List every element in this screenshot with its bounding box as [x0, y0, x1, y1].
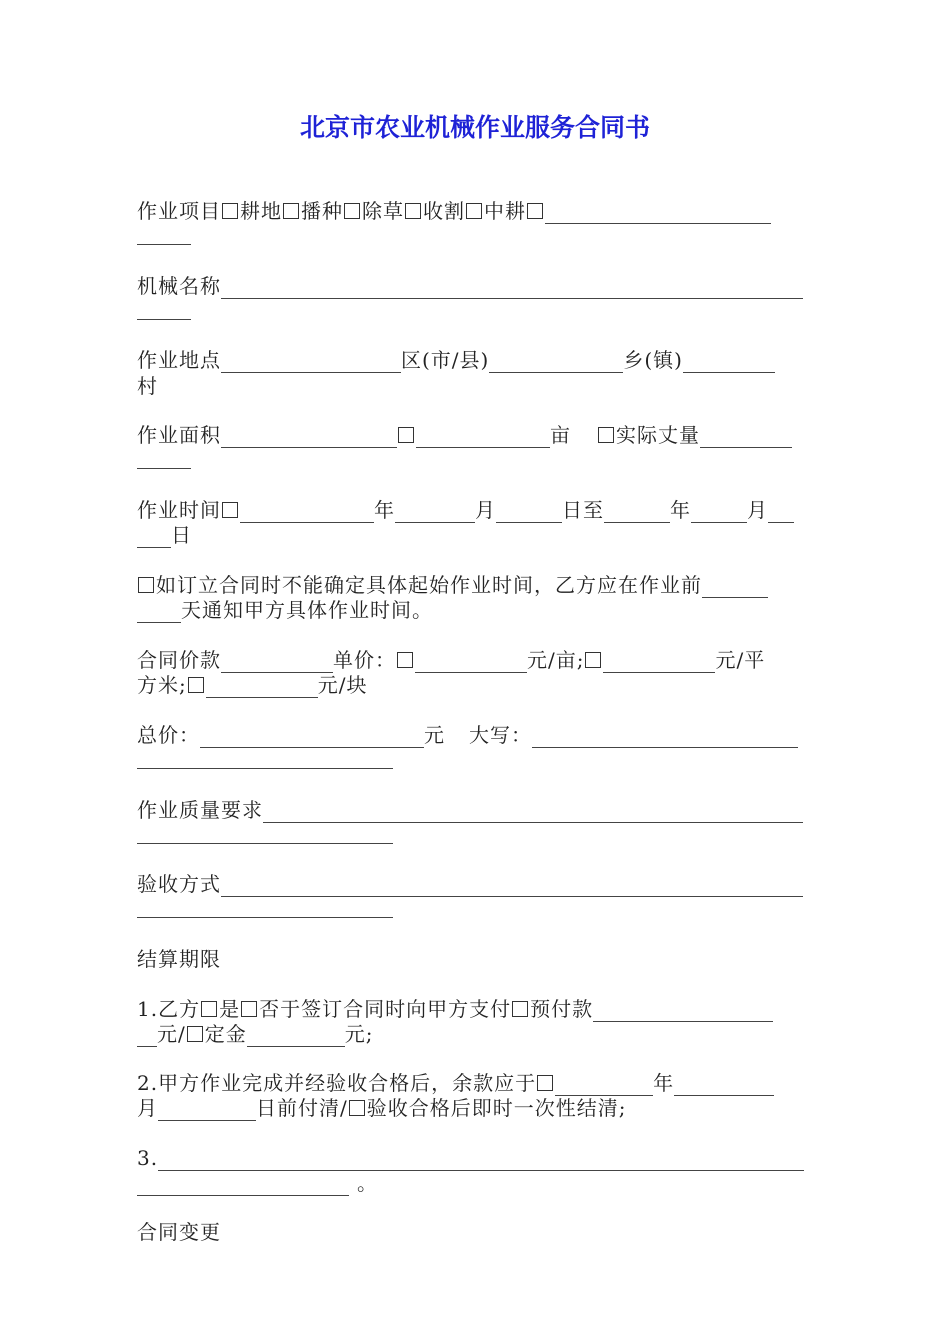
blank-field[interactable] — [247, 1025, 345, 1047]
blank-field[interactable] — [200, 726, 424, 748]
item-2-text: 2.甲方作业完成并经验收合格后，余款应于 — [137, 1071, 537, 1095]
contract-change-heading — [137, 1219, 817, 1245]
blank-field[interactable] — [221, 426, 397, 448]
acceptance-label: 验收方式 — [137, 872, 221, 896]
one-time-settle-label: 验收合格后即时一次性结清; — [366, 1096, 627, 1120]
settlement-item-1 — [137, 996, 817, 1022]
blank-field[interactable] — [137, 526, 171, 548]
blank-field[interactable] — [263, 801, 803, 823]
per-block-label: 元/块 — [317, 673, 368, 697]
month-label: 月 — [747, 498, 768, 522]
settlement-item-3 — [137, 1145, 817, 1171]
blank-field[interactable] — [603, 651, 715, 673]
blank-field[interactable] — [137, 601, 181, 623]
per-mu-label: 元/亩; — [527, 648, 585, 672]
blank-field[interactable] — [137, 447, 191, 469]
total-price-line — [137, 722, 817, 748]
acceptance-line — [137, 871, 817, 897]
blank-field[interactable] — [240, 501, 374, 523]
township-label: 乡(镇) — [623, 348, 683, 372]
blank-field[interactable] — [593, 1000, 773, 1022]
blank-field[interactable] — [206, 676, 318, 698]
notice-text-cont: 天通知甲方具体作业时间。 — [181, 598, 433, 622]
checkbox[interactable] — [201, 1001, 217, 1017]
item-1-prefix: 1.乙方 — [137, 997, 201, 1021]
checkbox[interactable] — [138, 577, 154, 593]
work-area-line — [137, 422, 817, 448]
per-sqm-label: 元/平 — [715, 648, 766, 672]
machine-name-line — [137, 273, 817, 299]
contract-change-label: 合同变更 — [137, 1220, 221, 1244]
checkbox[interactable] — [405, 203, 421, 219]
checkbox[interactable] — [241, 1001, 257, 1017]
notice-line-cont — [137, 597, 817, 623]
item-1-text: 否于签订合同时向甲方支付 — [259, 997, 512, 1021]
checkbox[interactable] — [349, 1100, 365, 1116]
item-3-prefix: 3. — [137, 1146, 159, 1170]
blank-field[interactable] — [221, 651, 333, 673]
checkbox[interactable] — [537, 1075, 553, 1091]
actual-measure-label: 实际丈量 — [616, 423, 700, 447]
period-mark: 。 — [357, 1171, 378, 1195]
blank-field[interactable] — [137, 223, 191, 245]
blank-field[interactable] — [395, 501, 475, 523]
work-time-line — [137, 497, 817, 523]
blank-field[interactable] — [221, 351, 401, 373]
checkbox[interactable] — [512, 1001, 528, 1017]
sqm-label: 方米; — [137, 673, 187, 697]
year-label: 年 — [670, 498, 691, 522]
settlement-item-2-cont — [137, 1095, 817, 1121]
blank-field[interactable] — [137, 747, 393, 769]
blank-field[interactable] — [137, 822, 393, 844]
blank-field[interactable] — [768, 501, 794, 523]
unit-price-label: 单价： — [333, 648, 396, 672]
blank-field[interactable] — [158, 1149, 804, 1171]
checkbox[interactable] — [283, 203, 299, 219]
district-label: 区(市/县) — [401, 348, 490, 372]
notice-text: 如订立合同时不能确定具体起始作业时间，乙方应在作业前 — [156, 573, 702, 597]
blank-field[interactable] — [691, 501, 747, 523]
checkbox[interactable] — [598, 427, 614, 443]
checkbox[interactable] — [585, 652, 601, 668]
work-time-line-cont — [137, 522, 817, 548]
month-label: 月 — [475, 498, 496, 522]
checkbox[interactable] — [222, 203, 238, 219]
document-title: 北京市农业机械作业服务合同书 — [299, 113, 650, 142]
option-weeding: 除草 — [362, 199, 404, 223]
contract-price-label: 合同价款 — [137, 648, 221, 672]
village-label: 村 — [137, 374, 158, 398]
yuan-label: 元 — [424, 723, 445, 747]
month-label: 月 — [137, 1096, 158, 1120]
blank-field[interactable] — [496, 501, 562, 523]
blank-field[interactable] — [702, 576, 768, 598]
day-to-label: 日至 — [562, 498, 604, 522]
contract-price-line — [137, 647, 817, 673]
blank-field[interactable] — [700, 426, 792, 448]
contract-price-line-cont — [137, 672, 817, 698]
option-sowing: 播种 — [301, 199, 343, 223]
work-items-label: 作业项目 — [137, 199, 221, 223]
checkbox[interactable] — [466, 203, 482, 219]
machine-name-label: 机械名称 — [137, 274, 221, 298]
blank-field[interactable] — [532, 726, 798, 748]
settlement-heading — [137, 946, 817, 972]
blank-field[interactable] — [137, 1174, 349, 1196]
checkbox[interactable] — [344, 203, 360, 219]
blank-field[interactable] — [604, 501, 670, 523]
yes-label: 是 — [219, 997, 241, 1021]
quality-line — [137, 797, 817, 823]
blank-field[interactable] — [545, 202, 771, 224]
blank-field[interactable] — [137, 298, 191, 320]
work-location-label: 作业地点 — [137, 348, 221, 372]
work-items-line — [137, 198, 817, 224]
quality-label: 作业质量要求 — [137, 798, 263, 822]
blank-field[interactable] — [674, 1074, 774, 1096]
checkbox[interactable] — [527, 203, 543, 219]
settlement-item-3-cont — [137, 1170, 817, 1196]
deposit-label: 定金 — [204, 1022, 247, 1046]
settlement-item-1-cont — [137, 1021, 817, 1047]
option-cultivating: 中耕 — [484, 199, 526, 223]
capital-label: 大写： — [469, 723, 532, 747]
mu-unit-label: 亩 — [550, 423, 571, 447]
yuan-end-label: 元; — [344, 1022, 374, 1046]
checkbox[interactable] — [398, 427, 414, 443]
blank-field[interactable] — [416, 426, 550, 448]
blank-field[interactable] — [137, 896, 393, 918]
blank-field[interactable] — [489, 351, 623, 373]
prepayment-label: 预付款 — [530, 997, 594, 1021]
checkbox[interactable] — [397, 652, 413, 668]
blank-field[interactable] — [137, 1025, 157, 1047]
pay-before-label: 日前付清/ — [256, 1096, 348, 1120]
village-line — [137, 373, 817, 399]
work-location-line — [137, 347, 817, 373]
yuan-slash-label: 元/ — [157, 1022, 186, 1046]
blank-field[interactable] — [221, 277, 803, 299]
blank-field[interactable] — [555, 1074, 653, 1096]
blank-field[interactable] — [221, 875, 803, 897]
work-time-label: 作业时间 — [137, 498, 221, 522]
year-label: 年 — [374, 498, 395, 522]
blank-field[interactable] — [158, 1099, 256, 1121]
work-area-label: 作业面积 — [137, 423, 221, 447]
blank-field[interactable] — [415, 651, 527, 673]
checkbox[interactable] — [222, 502, 238, 518]
settlement-label: 结算期限 — [137, 947, 221, 971]
checkbox[interactable] — [188, 677, 204, 693]
notice-line — [137, 572, 817, 598]
blank-field[interactable] — [683, 351, 775, 373]
day-label: 日 — [171, 523, 192, 547]
option-harvesting: 收割 — [423, 199, 465, 223]
year-label: 年 — [653, 1071, 675, 1095]
settlement-item-2 — [137, 1070, 817, 1096]
checkbox[interactable] — [187, 1026, 203, 1042]
option-plowing: 耕地 — [240, 199, 282, 223]
total-price-label: 总价： — [137, 723, 200, 747]
